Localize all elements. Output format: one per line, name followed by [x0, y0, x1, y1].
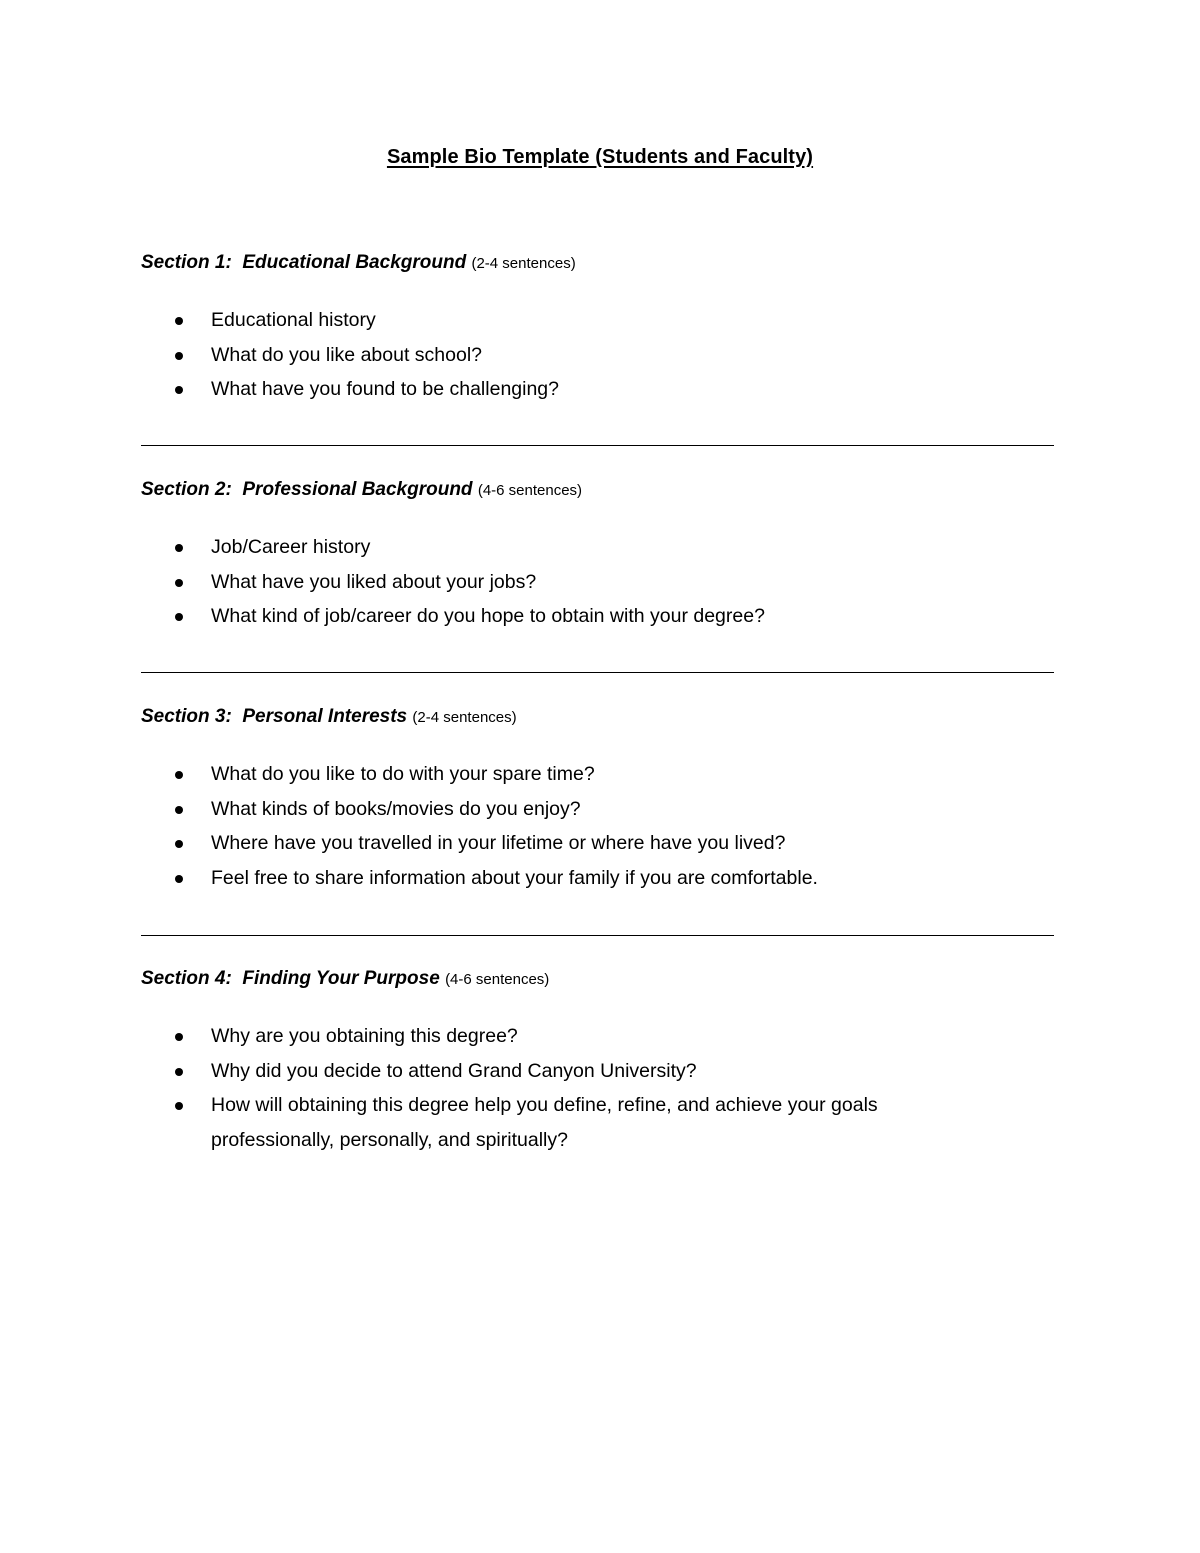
list-item [141, 757, 1061, 792]
section-note: (2-4 sentences) [412, 709, 517, 726]
section-heading [141, 965, 1061, 994]
list-item [141, 792, 1061, 827]
bullet-icon [175, 579, 183, 587]
bullet-icon [175, 771, 183, 779]
section-divider [141, 672, 1054, 673]
list-item-text: Job/Career history [211, 536, 371, 558]
section-heading [141, 476, 1061, 505]
bullet-icon [175, 840, 183, 848]
bullet-icon [175, 613, 183, 621]
document-title: Sample Bio Template (Students and Faculty) [386, 146, 814, 168]
list-item-text: How will obtaining this degree help you define, refine, and achieve your goals professionally, personally, and spiritually? [211, 1094, 878, 1151]
list-item [141, 861, 1061, 896]
list-item [141, 530, 1061, 565]
section-heading [141, 703, 1061, 732]
list-item-text: What do you like to do with your spare time? [211, 763, 595, 785]
section-personal-interests [141, 703, 1061, 895]
bullet-icon [175, 1102, 183, 1110]
list-item-text: Why did you decide to attend Grand Canyon University? [211, 1059, 697, 1082]
list-item [141, 338, 1061, 373]
section-note: (2-4 sentences) [471, 255, 576, 272]
bullet-icon [175, 544, 183, 552]
section-finding-your-purpose [141, 965, 1061, 1157]
bullet-icon [175, 1068, 183, 1076]
bullet-icon [175, 352, 183, 360]
section-note: (4-6 sentences) [445, 971, 550, 988]
list-item-text: Educational history [211, 309, 376, 331]
list-item-text: Where have you travelled in your lifetime or where have you lived? [211, 832, 786, 854]
section-label: Section 1: [141, 252, 232, 273]
bullet-icon [175, 806, 183, 814]
list-item [141, 1088, 1061, 1157]
section-name: Professional Background [242, 479, 473, 500]
list-item-text: What do you like about school? [211, 343, 483, 366]
list-item [141, 1054, 1061, 1089]
bullet-list [141, 757, 1061, 895]
list-item-text: What kinds of books/movies do you enjoy? [211, 797, 581, 820]
section-educational-background [141, 249, 1061, 407]
list-item [141, 1019, 1061, 1054]
section-divider [141, 445, 1054, 446]
list-item [141, 599, 1061, 634]
bullet-list [141, 530, 1061, 634]
section-label: Section 4: [141, 968, 232, 989]
bullet-icon [175, 875, 183, 883]
list-item-text: What have you found to be challenging? [211, 378, 560, 400]
list-item-text: What have you liked about your jobs? [211, 570, 537, 593]
list-item [141, 826, 1061, 861]
list-item-text: Feel free to share information about your family if you are comfortable. [211, 866, 818, 889]
bullet-list [141, 1019, 1061, 1157]
section-divider [141, 935, 1054, 936]
section-name: Finding Your Purpose [242, 968, 440, 989]
list-item-text: Why are you obtaining this degree? [211, 1025, 518, 1047]
section-name: Educational Background [242, 252, 467, 273]
section-note: (4-6 sentences) [477, 482, 583, 499]
section-name: Personal Interests [242, 706, 408, 727]
bullet-icon [175, 386, 183, 394]
bullet-list [141, 303, 1061, 407]
list-item [141, 565, 1061, 600]
section-heading [141, 249, 1061, 278]
section-label: Section 3: [141, 706, 232, 727]
section-label: Section 2: [141, 479, 232, 500]
bullet-icon [175, 317, 183, 325]
list-item [141, 303, 1061, 338]
bullet-icon [175, 1033, 183, 1041]
list-item [141, 372, 1061, 407]
list-item-text: What kind of job/career do you hope to obtain with your degree? [211, 605, 765, 627]
section-professional-background [141, 476, 1061, 634]
